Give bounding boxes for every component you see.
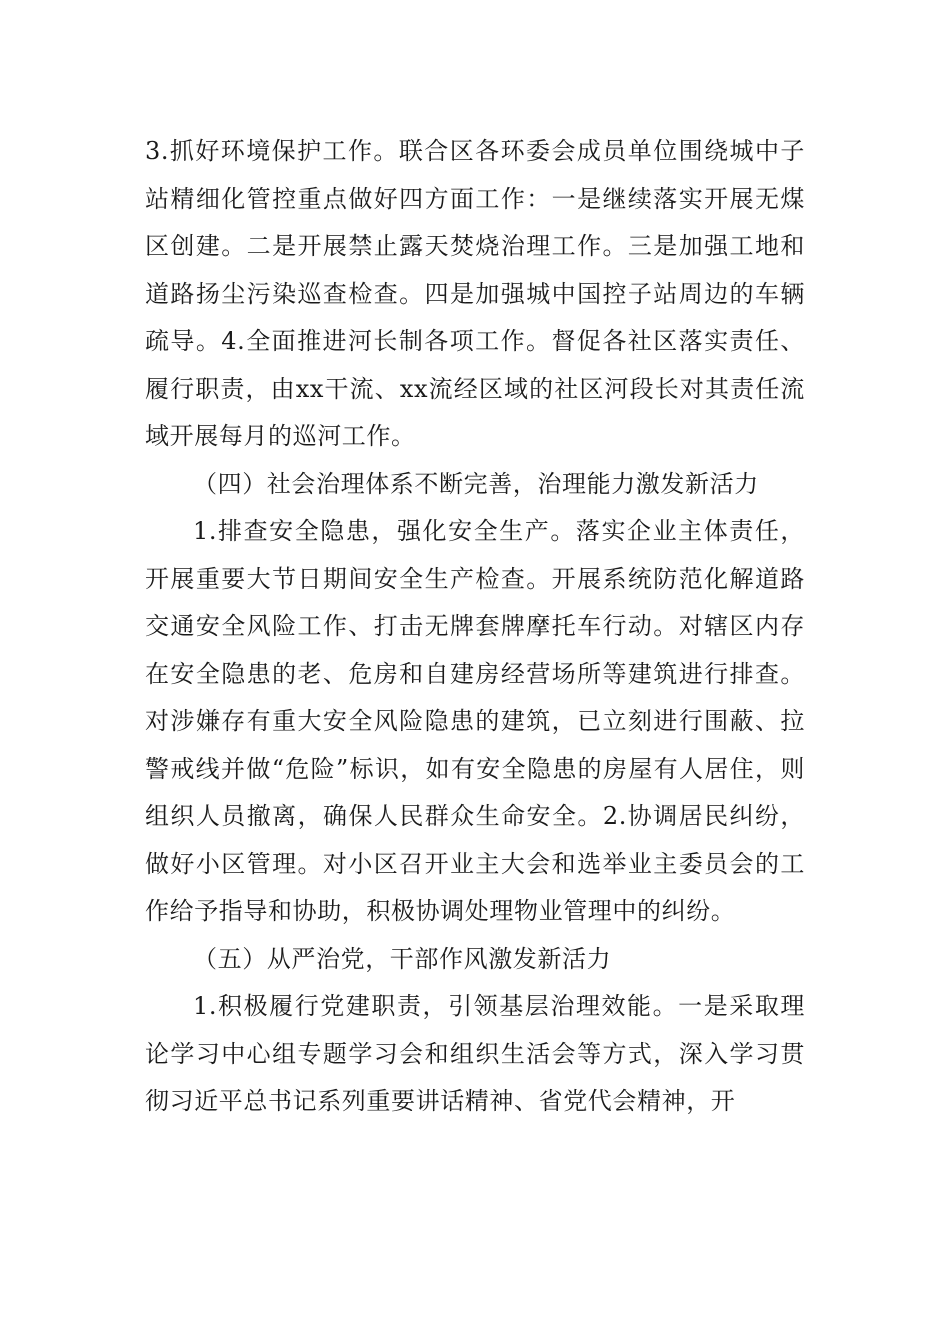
- paragraph-party-building: 1.积极履行党建职责，引领基层治理效能。一是采取理论学习中心组专题学习会和组织生活会等方式，深入学习贯彻习近平总书记系列重要讲话精神、省党代会精神，开: [145, 992, 805, 1115]
- section-heading-party-discipline: （五）从严治党，干部作风激发新活力: [193, 944, 612, 973]
- document-body: [145, 128, 805, 1126]
- paragraph-safety-production: 1.排查安全隐患，强化安全生产。落实企业主体责任，开展重要大节日期间安全生产检查。开展系统防范化解道路交通安全风险工作、打击无牌套牌摩托车行动。对辖区内存在安全隐患的老、危房和自建房经营场所等建筑进行排查。对涉嫌存有重大安全风险隐患的建筑，已立刻进行围蔽、拉警戒线并做“危险”标识，如有安全隐患的房屋有人居住，则组织人员撤离，确保人民群众生命安全。2.协调居民纠纷，做好小区管理。对小区召开业主大会和选举业主委员会的工作给予指导和协助，积极协调处理物业管理中的纠纷。: [145, 517, 805, 925]
- section-heading-social-governance: （四）社会治理体系不断完善，治理能力激发新活力: [193, 469, 759, 498]
- paragraph-environment-protection: 3.抓好环境保护工作。联合区各环委会成员单位围绕城中子站精细化管控重点做好四方面工作：一是继续落实开展无煤区创建。二是开展禁止露天焚烧治理工作。三是加强工地和道路扬尘污染巡查检查。四是加强城中国控子站周边的车辆疏导。4.全面推进河长制各项工作。督促各社区落实责任、履行职责，由xx干流、xx流经区域的社区河段长对其责任流域开展每月的巡河工作。: [145, 137, 805, 450]
